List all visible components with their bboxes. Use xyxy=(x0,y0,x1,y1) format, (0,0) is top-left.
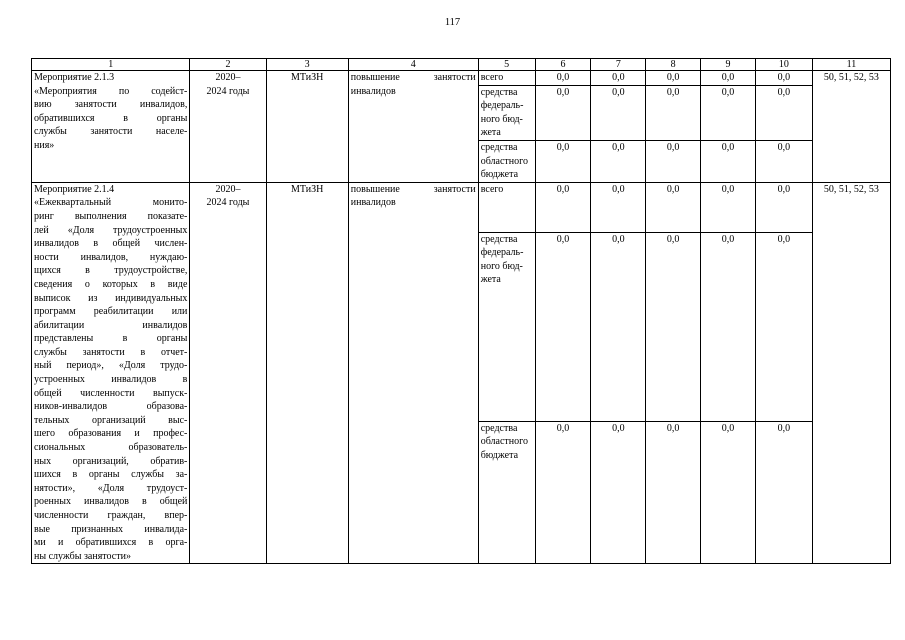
funding-value-cell: 0,0 xyxy=(646,71,701,86)
header-cell-7: 7 xyxy=(591,59,646,71)
period-text-line: 2020– xyxy=(215,72,241,83)
measure-text-line: шего образования и профес- xyxy=(34,428,188,440)
funding-source-line: средства xyxy=(480,422,518,434)
period-text-line: 2020– xyxy=(215,183,241,195)
funding-value-cell: 0,0 xyxy=(755,85,812,140)
goal-text-line: повышение занятости xyxy=(350,72,476,83)
measure-cell xyxy=(32,71,190,183)
measure-text-line: шихся в органы службы за- xyxy=(34,469,188,481)
funding-value-cell: 0,0 xyxy=(701,85,756,140)
goal-text-line: инвалидов xyxy=(350,85,396,97)
funding-source-line: ного бюд- xyxy=(480,260,523,272)
measure-text-line: сведения о которых в виде xyxy=(34,278,188,290)
measure-text-line: выписок из индивидуальных xyxy=(34,292,188,304)
header-cell-5: 5 xyxy=(478,59,535,71)
header-cell-3: 3 xyxy=(266,59,348,71)
funding-value-cell: 0,0 xyxy=(701,232,756,421)
funding-value-cell: 0,0 xyxy=(535,182,591,232)
executor-cell: МТиЗН xyxy=(266,71,348,183)
measure-text-line: Мероприятие 2.1.3 xyxy=(34,72,115,83)
funding-value-cell: 0,0 xyxy=(646,85,701,140)
funding-value-cell: 0,0 xyxy=(646,182,701,232)
funding-value-cell: 0,0 xyxy=(535,140,591,182)
measure-text-line: ринг выполнения показате- xyxy=(34,210,188,222)
funding-value-cell: 0,0 xyxy=(535,232,591,421)
funding-value-cell: 0,0 xyxy=(755,421,812,564)
funding-value-cell: 0,0 xyxy=(535,71,591,86)
measure-text-line: ников-инвалидов образова- xyxy=(34,401,188,413)
funding-source-line: жета xyxy=(480,274,501,286)
funding-source-cell xyxy=(478,85,535,140)
funding-value-cell: 0,0 xyxy=(755,232,812,421)
period-cell xyxy=(190,71,266,183)
funding-source-line: ного бюд- xyxy=(480,113,523,125)
funding-value-cell: 0,0 xyxy=(591,140,646,182)
funding-value-cell: 0,0 xyxy=(701,182,756,232)
funding-value-cell: 0,0 xyxy=(701,71,756,86)
page-number: 117 xyxy=(444,17,461,28)
measure-text-line: ми и обратившихся в орга- xyxy=(34,537,188,549)
period-cell xyxy=(190,182,266,564)
measure-text-line: устроенных инвалидов в xyxy=(34,374,188,386)
measure-text-line: тельных организаций выс- xyxy=(34,414,188,426)
funding-source-line: средства xyxy=(480,233,518,245)
funding-value-cell: 0,0 xyxy=(591,421,646,564)
funding-value-cell: 0,0 xyxy=(646,232,701,421)
measure-text-line: лей «Доля трудоустроенных xyxy=(34,224,188,236)
header-cell-9: 9 xyxy=(701,59,756,71)
measure-text-line: вию занятости инвалидов, xyxy=(34,99,188,111)
measure-text-line: сиональных образователь- xyxy=(34,442,188,454)
funding-source-line: жета xyxy=(480,127,501,139)
funding-source-line: средства xyxy=(480,141,518,153)
goal-text-line: инвалидов xyxy=(350,197,396,209)
header-cell-4: 4 xyxy=(348,59,478,71)
header-cell-1: 1 xyxy=(32,59,190,71)
funding-source-line: всего xyxy=(480,72,504,83)
funding-value-cell: 0,0 xyxy=(535,421,591,564)
funding-source-line: федераль- xyxy=(480,247,524,259)
funding-value-cell: 0,0 xyxy=(591,71,646,86)
funding-value-cell: 0,0 xyxy=(591,85,646,140)
funding-source-line: средства xyxy=(480,86,518,98)
measure-text-line: численности граждан, впер- xyxy=(34,510,188,521)
executor-cell: МТиЗН xyxy=(266,182,348,564)
measure-text-line: обратившихся в органы xyxy=(34,112,188,124)
measure-text-line: инвалидов в общей числен- xyxy=(34,238,188,250)
funding-source-cell xyxy=(478,232,535,421)
header-cell-8: 8 xyxy=(646,59,701,71)
measure-text-line: ны службы занятости» xyxy=(34,550,131,562)
measure-text-line: нятости», «Доля трудоуст- xyxy=(34,482,188,494)
funding-value-cell: 0,0 xyxy=(701,140,756,182)
measure-text-line: представлены в органы xyxy=(34,333,188,345)
measure-text-line: ный период», «Доля трудо- xyxy=(34,360,188,372)
measure-text-line: ных организаций, обратив- xyxy=(34,455,188,467)
measure-text-line: программ реабилитации или xyxy=(34,306,188,318)
measure-text-line: ния» xyxy=(34,139,55,151)
funding-source-line: областного xyxy=(480,155,528,167)
measure-text-line: службы занятости населе- xyxy=(34,126,188,138)
funding-source-line: бюджета xyxy=(480,169,519,181)
measure-text-line: общей численности выпуск- xyxy=(34,387,188,399)
funding-source-line: всего xyxy=(480,183,504,195)
table-row xyxy=(32,71,891,86)
measure-text-line: щихся в трудоустройстве, xyxy=(34,265,188,277)
goal-cell xyxy=(348,71,478,183)
funding-value-cell: 0,0 xyxy=(591,232,646,421)
indicators-cell: 50, 51, 52, 53 xyxy=(812,182,890,564)
measure-text-line: Мероприятие 2.1.4 xyxy=(34,183,115,195)
header-cell-2: 2 xyxy=(190,59,266,71)
measure-text-line: ности инвалидов, нуждаю- xyxy=(34,251,188,263)
funding-value-cell: 0,0 xyxy=(755,71,812,86)
header-cell-6: 6 xyxy=(535,59,591,71)
measure-text-line: «Ежеквартальный монито- xyxy=(34,197,188,209)
header-row xyxy=(32,59,891,71)
funding-value-cell: 0,0 xyxy=(701,421,756,564)
measure-text-line: роенных инвалидов в общей xyxy=(34,496,188,508)
funding-value-cell: 0,0 xyxy=(535,85,591,140)
funding-source-line: федераль- xyxy=(480,100,524,112)
funding-value-cell: 0,0 xyxy=(755,182,812,232)
goal-text-line: повышение занятости xyxy=(350,183,476,195)
funding-value-cell: 0,0 xyxy=(591,182,646,232)
header-cell-10: 10 xyxy=(755,59,812,71)
funding-source-line: бюджета xyxy=(480,449,519,461)
measures-table xyxy=(31,58,891,564)
funding-source-cell xyxy=(478,71,535,86)
funding-value-cell: 0,0 xyxy=(755,140,812,182)
funding-value-cell: 0,0 xyxy=(646,421,701,564)
measure-text-line: «Мероприятия по содейст- xyxy=(34,85,188,97)
funding-value-cell: 0,0 xyxy=(646,140,701,182)
header-cell-11: 11 xyxy=(812,59,890,71)
measure-text-line: вые признанных инвалида- xyxy=(34,523,188,535)
measure-cell xyxy=(32,182,190,564)
measure-text-line: службы занятости в отчет- xyxy=(34,346,188,358)
funding-source-line: областного xyxy=(480,436,528,448)
funding-source-cell xyxy=(478,182,535,232)
funding-source-cell xyxy=(478,421,535,564)
goal-cell xyxy=(348,182,478,564)
period-text-line: 2024 годы xyxy=(206,85,250,97)
indicators-cell: 50, 51, 52, 53 xyxy=(812,71,890,183)
period-text-line: 2024 годы xyxy=(206,197,250,209)
table-row xyxy=(32,182,891,232)
measure-text-line: абилитации инвалидов xyxy=(34,319,188,331)
funding-source-cell xyxy=(478,140,535,182)
